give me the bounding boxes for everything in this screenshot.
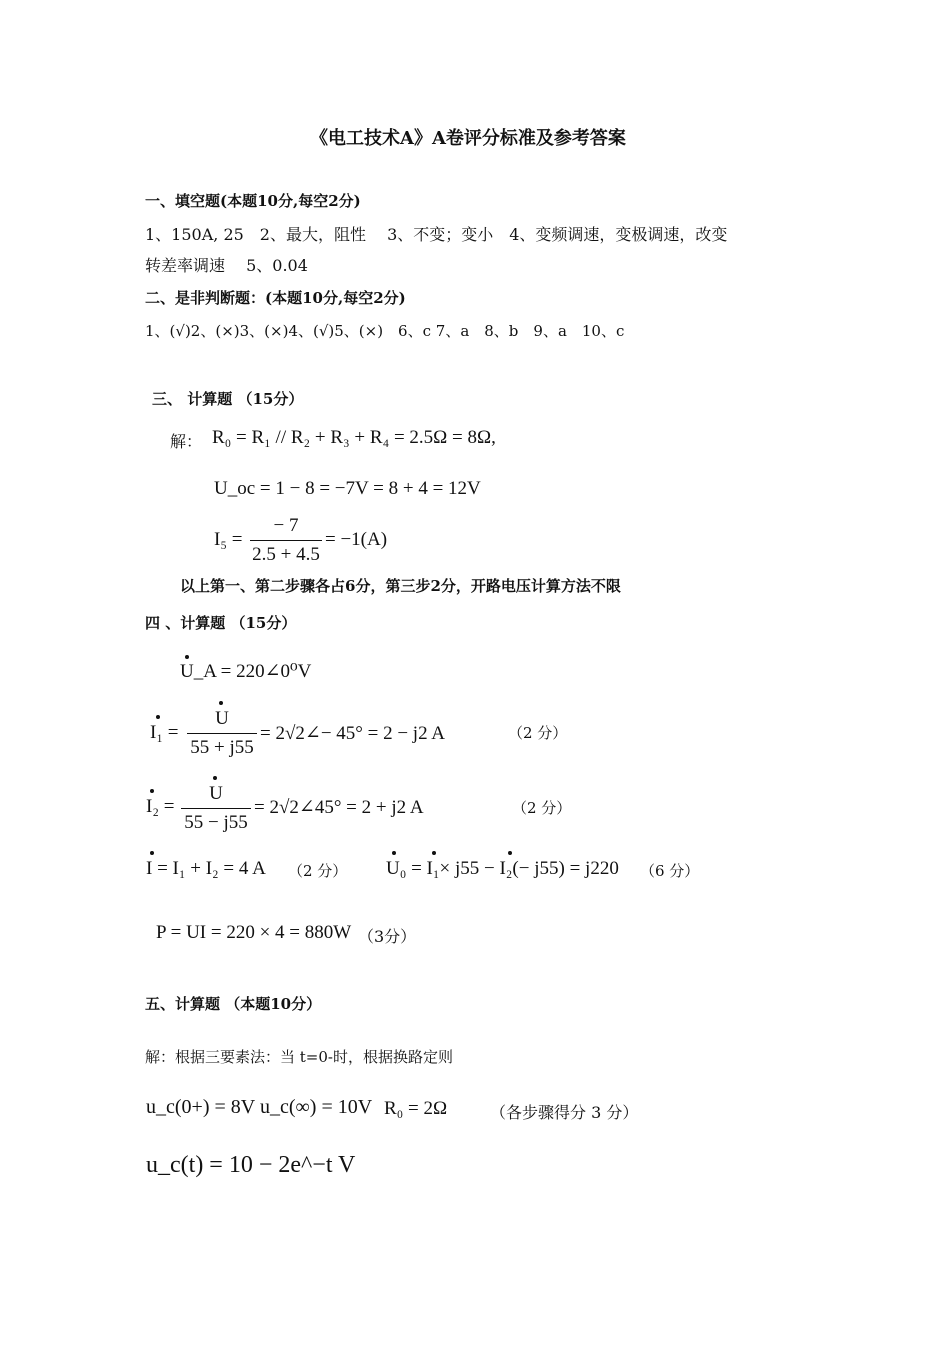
phasor-dot	[432, 851, 436, 855]
phasor-dot	[213, 776, 217, 780]
page-title: 《电工技术A》A卷评分标准及参考答案	[310, 128, 626, 149]
equation-i1-lhs: I₁ =	[150, 722, 179, 743]
equation-i5-rhs: = −1(A)	[325, 529, 388, 550]
section-4-heading: 四 、计算题 （15分）	[145, 614, 297, 632]
phasor-dot	[185, 655, 189, 659]
solution-label: 解：	[170, 432, 203, 451]
section-5-heading: 五、计算题 （本题10分）	[145, 995, 322, 1013]
fraction-denominator: 2.5 + 4.5	[252, 544, 320, 565]
phasor-dot	[156, 715, 160, 719]
equation-i1-rhs: = 2√2∠− 45° = 2 − j2 A	[260, 723, 446, 744]
phasor-dot	[219, 701, 223, 705]
section-1-heading: 一、填空题(本题10分,每空2分)	[145, 192, 361, 210]
equation-u0: U₀ = I₁× j55 − I₂(− j55) = j220	[386, 858, 619, 879]
equation-u0-score: （6 分）	[640, 862, 700, 880]
equation-r0: R₀ = R₁ // R₂ + R₃ + R₄ = 2.5Ω = 8Ω,	[212, 427, 496, 448]
section-5-score: （各步骤得分 3 分）	[490, 1103, 639, 1122]
phasor-dot	[392, 851, 396, 855]
section-3-scoring-note: 以上第一、第二步骤各占6分，第三步2分，开路电压计算方法不限	[180, 577, 621, 595]
equation-uoc: U_oc = 1 − 8 = −7V = 8 + 4 = 12V	[214, 478, 481, 499]
section-5-intro: 解：根据三要素法：当 t=0-时，根据换路定则	[145, 1048, 453, 1066]
equation-i2-fraction	[181, 783, 251, 834]
equation-i5-fraction	[250, 515, 322, 566]
section-2-heading: 二、是非判断题：(本题10分,每空2分)	[145, 289, 406, 307]
equation-uc0: u_c(0+) = 8V	[146, 1096, 256, 1118]
equation-r0-final: R₀ = 2Ω	[384, 1098, 448, 1119]
equation-i1-score: （2 分）	[508, 724, 568, 742]
equation-uc-t: u_c(t) = 10 − 2e^−t V	[146, 1152, 356, 1178]
phasor-dot	[508, 851, 512, 855]
section-1-line-1: 1、150A, 25 2、最大，阻性 3、不变；变小 4、变频调速，变极调速，改变	[145, 225, 728, 244]
equation-i1-fraction	[187, 708, 257, 759]
equation-i5-lhs: I₅ =	[214, 529, 243, 550]
fraction-numerator: − 7	[273, 515, 299, 536]
fraction-numerator: U	[215, 708, 229, 729]
fraction-denominator: 55 − j55	[184, 812, 248, 833]
phasor-dot	[150, 789, 154, 793]
section-2-answers: 1、(√)2、(×)3、(×)4、(√)5、(×) 6、c 7、a 8、b 9、a 10、c	[145, 322, 625, 340]
equation-i-total-score: （2 分）	[288, 862, 348, 880]
equation-power: P = UI = 220 × 4 = 880W	[156, 922, 352, 943]
equation-ua: U_A = 220∠0⁰V	[180, 661, 312, 682]
equation-uc-inf: u_c(∞) = 10V	[260, 1096, 373, 1118]
equation-i-total: I = I₁ + I₂ = 4 A	[146, 858, 266, 879]
section-3-heading: 三、 计算题 （15分）	[152, 390, 304, 408]
equation-power-score: （3分）	[358, 927, 417, 946]
equation-i2-rhs: = 2√2∠45° = 2 + j2 A	[254, 797, 424, 818]
section-1-line-2: 转差率调速 5、0.04	[145, 256, 308, 275]
equation-i2-lhs: I₂ =	[146, 796, 175, 817]
fraction-denominator: 55 + j55	[190, 737, 254, 758]
phasor-dot	[150, 851, 154, 855]
fraction-numerator: U	[209, 783, 223, 804]
equation-i2-score: （2 分）	[512, 799, 572, 817]
